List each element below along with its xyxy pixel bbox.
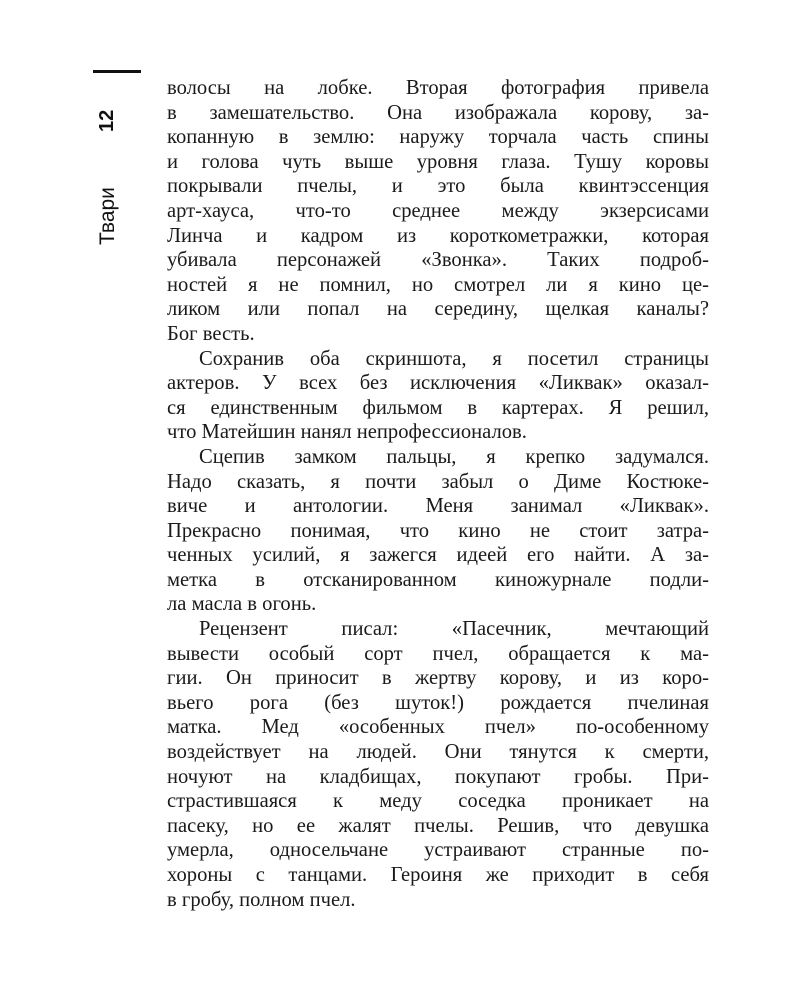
text-line: копанную в землю: наружу торчала часть спины <box>167 126 709 149</box>
text-line: ночуют на кладбищах, покупают гробы. При- <box>167 765 709 788</box>
running-title: Твари <box>96 187 119 245</box>
text-line: метка в отсканированном киножурнале подли- <box>167 568 709 591</box>
text-line: хороны с танцами. Героиня же приходит в себя <box>167 864 709 886</box>
text-line: Сцепив замком пальцы, я крепко задумался. <box>199 445 709 468</box>
text-line: актеров. У всех без исключения «Ликвак» оказал- <box>167 372 709 395</box>
text-line: пасеку, но ее жалят пчелы. Решив, что девушка <box>167 814 709 837</box>
text-line: Надо сказать, я почти забыл о Диме Костюке- <box>167 470 709 493</box>
text-line: матка. Мед «особенных пчел» по-особенному <box>167 716 709 739</box>
paragraph <box>167 445 709 617</box>
header-rule <box>93 70 141 73</box>
body-text <box>167 76 709 912</box>
text-line: и голова чуть выше уровня глаза. Тушу коровы <box>167 150 709 173</box>
text-line: виче и антологии. Меня занимал «Ликвак». <box>167 495 709 518</box>
text-line: арт-хауса, что-то среднее между экзерсисами <box>167 199 709 222</box>
text-line: ченных усилий, я зажегся идеей его найти. А за- <box>167 544 709 567</box>
text-line: покрывали пчелы, и это была квинтэссенция <box>167 175 709 198</box>
text-line: ся единственным фильмом в картерах. Я решил, <box>167 396 709 419</box>
paragraph <box>167 76 709 347</box>
text-line: Прекрасно понимая, что кино не стоит затра- <box>167 519 709 542</box>
text-line: страстившаяся к меду соседка проникает на <box>167 790 709 813</box>
text-line: вьего рога (без шуток!) рождается пчелиная <box>167 691 709 714</box>
text-line: Линча и кадром из короткометражки, которая <box>167 224 709 247</box>
text-line: Сохранив оба скриншота, я посетил страницы <box>199 347 709 370</box>
text-line: ла масла в огонь. <box>167 593 317 616</box>
text-line: умерла, односельчане устраивают странные по- <box>167 839 709 862</box>
text-line: вывести особый сорт пчел, обращается к ма- <box>167 642 709 665</box>
text-line: волосы на лобке. Вторая фотография привела <box>167 77 709 99</box>
text-line: что Матейшин нанял непрофессионалов. <box>167 421 527 444</box>
text-line: в замешательство. Она изображала корову, за- <box>167 101 709 124</box>
text-line: ностей я не помнил, но смотрел ли я кино це- <box>167 273 709 296</box>
paragraph <box>167 347 709 445</box>
text-line: гии. Он приносит в жертву корову, и из коро- <box>167 667 709 690</box>
text-line: в гробу, полном пчел. <box>167 888 356 911</box>
page-number: 12 <box>96 109 118 132</box>
text-line: ликом или попал на середину, щелкая каналы? <box>167 298 709 321</box>
text-line: Рецензент писал: «Пасечник, мечтающий <box>199 618 709 641</box>
text-line: воздействует на людей. Они тянутся к смерти, <box>167 741 709 764</box>
paragraph <box>167 617 709 912</box>
text-line: убивала персонажей «Звонка». Таких подроб- <box>167 249 709 272</box>
text-line: Бог весть. <box>167 322 255 345</box>
